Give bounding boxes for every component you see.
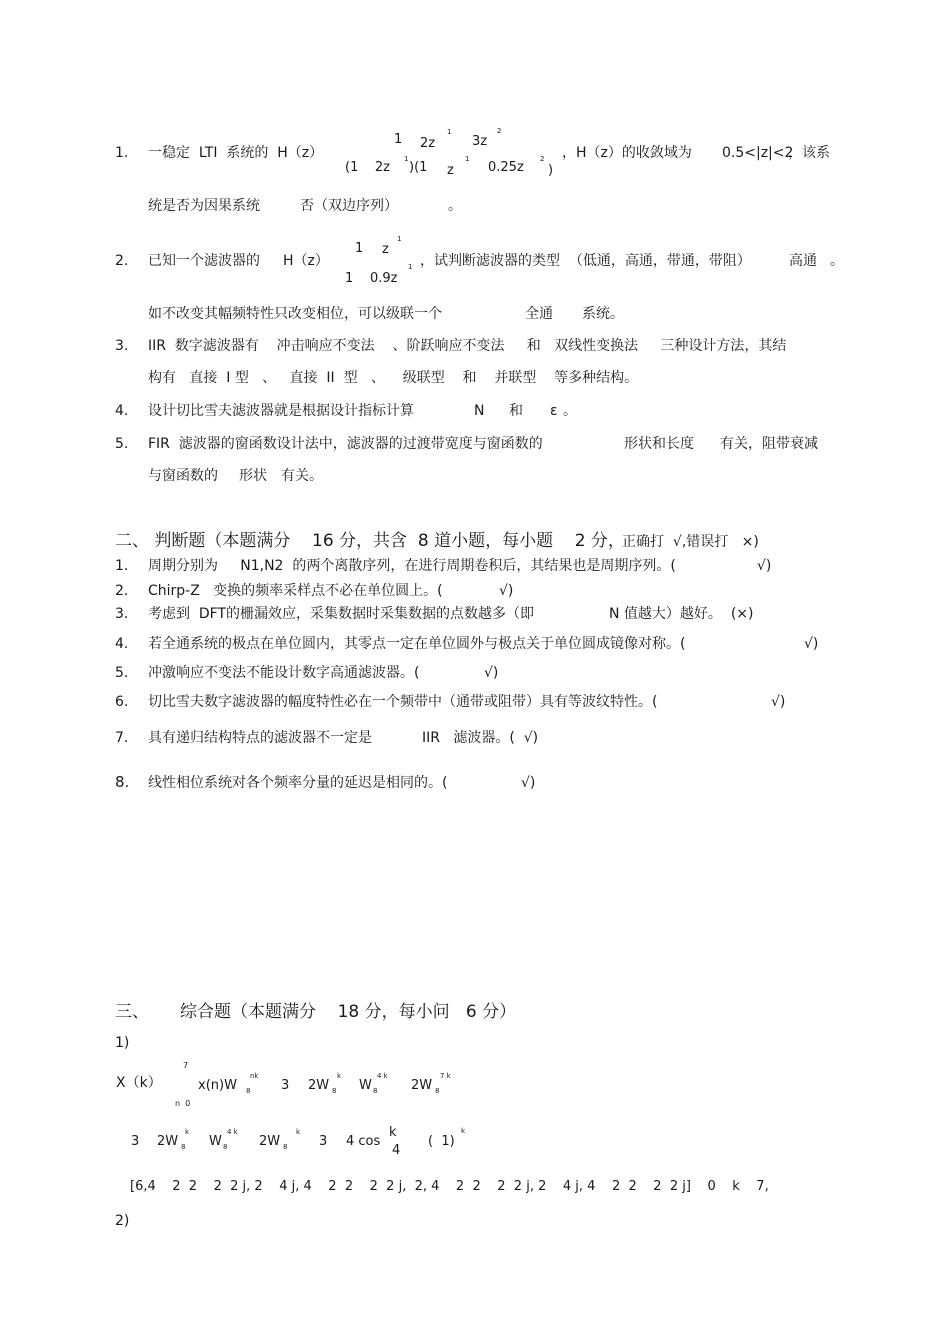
q1-numerator-1: 1 — [394, 132, 403, 147]
q2-hz: H（z） — [283, 253, 329, 269]
q4-and: 和 — [509, 403, 523, 419]
q5-text-b: 有关，阻带衰减 — [720, 436, 818, 452]
q2-text: 已知一个滤波器的 — [148, 253, 260, 269]
q5-text: FIR 滤波器的窗函数设计法中，滤波器的过渡带宽度与窗函数的 — [148, 436, 543, 452]
q1-roc: 0.5<|z|<2 — [722, 145, 794, 161]
q1-denominator-sup2: 1 — [465, 155, 470, 163]
section-3-title: 综合题（本题满分 18 分，每小问 6 分） — [180, 1002, 517, 1022]
q1-denominator-sup1: 1 — [404, 155, 409, 163]
eq2-tail-sup: k — [461, 1127, 466, 1135]
q2-number: 2. — [115, 253, 129, 269]
tf-item-2-text: Chirp-Z 变换的频率采样点不必在单位圆上。( — [148, 583, 443, 599]
section-2-title: 二、 判断题（本题满分 16 分，共含 8 道小题，每小题 2 分， — [115, 531, 625, 551]
q2-line2-end: 系统。 — [582, 306, 624, 322]
eq1-lhs: X（k） — [116, 1075, 162, 1091]
q1-numerator-3z: 3z — [472, 134, 488, 149]
q3-line1: IIR 数字滤波器有 冲击响应不变法 、阶跃响应不变法 和 双线性变换法 三种设计方法，其结 — [148, 338, 787, 354]
q2-denominator-1: 1 — [345, 271, 354, 286]
eq1-term1-sup: nk — [250, 1072, 259, 1080]
eq1-term4: 2W — [411, 1078, 433, 1093]
tf-item-6-number: 6. — [115, 694, 129, 710]
q2-text-b: ，试判断滤波器的类型 （低通，高通，带通，带阻） — [420, 253, 751, 269]
eq2-term2-sub: 8 — [223, 1143, 228, 1151]
tf-item-5-text: 冲激响应不变法不能设计数字高通滤波器。( — [148, 665, 420, 681]
eq2-term1: 2W — [157, 1134, 179, 1149]
tf-item-6-text: 切比雪夫数字滤波器的幅度特性必在一个频带中（通带或阻带）具有等波纹特性。( — [148, 694, 658, 710]
eq1-term2-sub: 8 — [332, 1087, 337, 1095]
tf-item-1-answer: √) — [757, 558, 772, 574]
q1-numerator-sup2: 2 — [497, 127, 502, 135]
q1-line2: 统是否为因果系统 — [148, 198, 260, 214]
q1-denominator-d: ) — [548, 163, 554, 178]
tf-item-5-answer: √) — [484, 665, 499, 681]
q2-denominator-sup: 1 — [408, 263, 413, 271]
q2-numerator-sup: 1 — [397, 235, 402, 243]
q2-end: 。 — [830, 253, 844, 269]
eq2-term3-sub: 8 — [283, 1143, 288, 1151]
tf-item-4-answer: √) — [804, 636, 819, 652]
tf-item-7-answer: IIR 滤波器。( √) — [422, 730, 539, 746]
tf-item-3-text: 考虑到 DFT的栅漏效应，采集数据时采集数据的点数越多（即 — [148, 606, 535, 622]
tf-item-8-answer: √) — [521, 775, 536, 791]
eq2-cos: 4 cos — [346, 1134, 381, 1149]
eq2-frac-4: 4 — [392, 1143, 401, 1158]
q5-answer1: 形状和长度 — [624, 436, 694, 452]
q4-number: 4. — [115, 403, 129, 419]
eq1-constant-3: 3 — [281, 1078, 290, 1093]
eq2-term2-sup: 4 k — [227, 1128, 238, 1136]
eq2-tail: ( 1) — [428, 1134, 455, 1149]
eq2-term3: 2W — [259, 1134, 281, 1149]
q1-denominator-b: )(1 — [409, 160, 428, 175]
tf-item-7-text: 具有递归结构特点的滤波器不一定是 — [148, 730, 372, 746]
tf-item-7-number: 7. — [115, 730, 129, 746]
q4-answer-n: N — [474, 403, 485, 419]
eq2-term2: W — [209, 1134, 222, 1149]
eq1-sum-top: 7 — [183, 1061, 189, 1070]
q1-text-c: ，该系 — [788, 145, 830, 161]
part-1-label: 1) — [115, 1035, 130, 1051]
eq1-term1-sub: 8 — [246, 1087, 251, 1095]
q1-number: 1. — [115, 145, 129, 161]
tf-item-3-answer: N 值越大）越好。 (×) — [609, 606, 754, 622]
eq1-term4-sub: 8 — [435, 1087, 440, 1095]
eq2-constant-3: 3 — [131, 1134, 140, 1149]
q1-denominator-z: z — [447, 163, 454, 178]
q2-answer: 高通 — [789, 253, 817, 269]
q1-text-b: ，H（z）的收敛域为 — [562, 145, 692, 161]
q5-answer2: 形状 — [239, 468, 267, 484]
tf-item-4-number: 4. — [115, 636, 129, 652]
q4-answer-epsilon: ε — [550, 403, 558, 419]
q1-numerator-sup1: 1 — [447, 128, 452, 136]
tf-item-6-answer: √) — [771, 694, 786, 710]
tf-item-3-number: 3. — [115, 606, 129, 622]
q5-line2: 与窗函数的 — [148, 468, 218, 484]
q1-answer: 否（双边序列） — [300, 198, 398, 214]
eq1-sum-bottom: n 0 — [175, 1099, 191, 1108]
q4-end: 。 — [563, 403, 577, 419]
q2-answer2: 全通 — [525, 306, 553, 322]
eq1-term1: x(n)W — [198, 1078, 237, 1093]
q2-numerator-z: z — [382, 242, 389, 257]
eq1-term3: W — [359, 1078, 372, 1093]
eq2-constant-3b: 3 — [319, 1134, 328, 1149]
q1-text: 一稳定 LTI 系统的 H（z） — [148, 145, 324, 161]
q1-denominator-c: 0.25z — [488, 160, 524, 175]
q3-line2: 构有 直接 I 型 、 直接 II 型 、 级联型 和 并联型 等多种结构。 — [148, 370, 639, 386]
eq2-term1-sup: k — [185, 1128, 190, 1136]
q3-number: 3. — [115, 338, 129, 354]
tf-item-2-answer: √) — [499, 583, 514, 599]
eq3-result: [6,4 2 2 2 2 j, 2 4 j, 4 2 2 2 2 j, 2, 4 2 2 2 2 j, 2 4 j, 4 2 2 2 2 j] 0 k 7, — [130, 1179, 769, 1194]
tf-item-8-text: 线性相位系统对各个频率分量的延迟是相同的。( — [148, 775, 448, 791]
section-3-number: 三、 — [115, 1002, 149, 1022]
q2-line2: 如不改变其幅频特性只改变相位，可以级联一个 — [148, 306, 442, 322]
q2-numerator-1: 1 — [355, 241, 364, 256]
tf-item-8-number: 8. — [115, 773, 130, 791]
q5-line2-end: 有关。 — [281, 468, 323, 484]
q4-text: 设计切比雪夫滤波器就是根据设计指标计算 — [148, 403, 414, 419]
tf-item-5-number: 5. — [115, 665, 129, 681]
eq1-term4-sup: 7 k — [440, 1072, 451, 1080]
q1-numerator-2z: 2z — [420, 136, 436, 151]
eq1-term3-sub: 8 — [373, 1087, 378, 1095]
tf-item-1-text: 周期分别为 N1,N2 的两个离散序列，在进行周期卷积后，其结果也是周期序列。( — [148, 558, 676, 574]
tf-item-2-number: 2. — [115, 583, 129, 599]
part-2-label: 2) — [115, 1213, 130, 1229]
q1-denominator-sup3: 2 — [540, 155, 545, 163]
eq2-frac-k: k — [389, 1125, 397, 1140]
tf-item-4-text: 若全通系统的极点在单位圆内，其零点一定在单位圆外与极点关于单位圆成镜像对称。( — [148, 636, 686, 652]
q2-denominator-b: 0.9z — [370, 271, 398, 286]
eq2-term1-sub: 8 — [181, 1143, 186, 1151]
eq1-term2: 2W — [308, 1078, 330, 1093]
eq2-term3-sup: k — [296, 1128, 301, 1136]
section-2-note: 正确打 √,错误打 ×) — [622, 534, 759, 550]
eq1-term2-sup: k — [337, 1072, 342, 1080]
q1-end: 。 — [448, 198, 462, 214]
q5-number: 5. — [115, 436, 129, 452]
eq1-term3-sup: 4 k — [377, 1072, 388, 1080]
q1-denominator-a: (1 2z — [345, 160, 390, 175]
tf-item-1-number: 1. — [115, 558, 129, 574]
